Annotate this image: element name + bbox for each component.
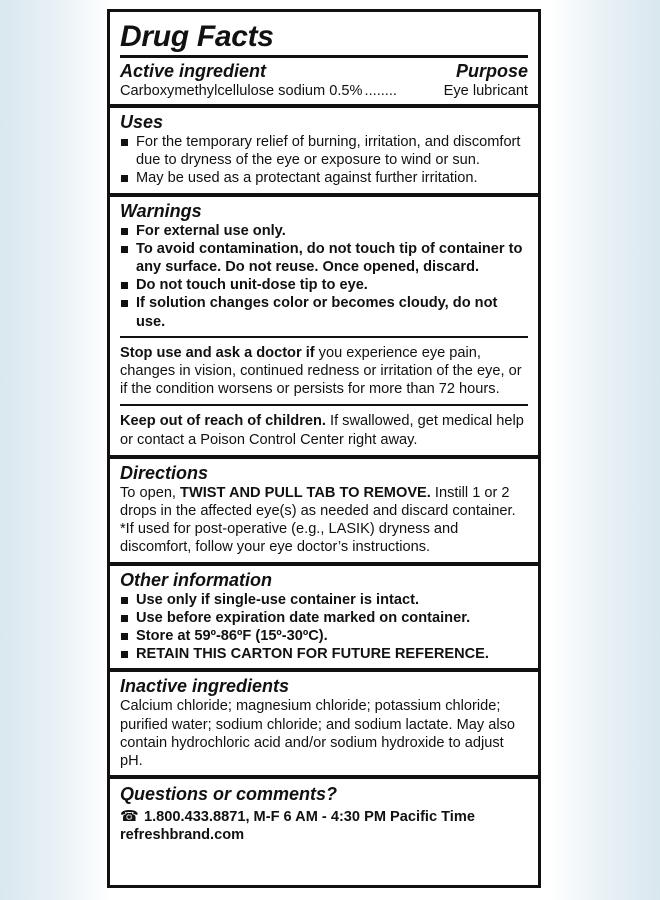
other-info-heading: Other information [120, 569, 272, 590]
directions-note: *If used for post-operative (e.g., LASIK) dryness and discomfort, follow your eye doctor’s instructions. [120, 521, 459, 556]
keep-out-section [110, 406, 538, 454]
keep-out-text [120, 412, 528, 448]
other-info-section [110, 566, 538, 669]
directions-heading: Directions [120, 462, 209, 483]
questions-section [110, 779, 538, 848]
active-ingredient-section [110, 58, 538, 104]
uses-section [110, 108, 538, 193]
warnings-section [110, 197, 538, 336]
other-info-item: Store at 59º-86ºF (15º-30ºC). [120, 627, 528, 645]
warnings-item: If solution changes color or becomes cloudy, do not use. [120, 294, 528, 330]
stop-use-body: you experience eye pain, changes in vision, continued redness or irritation of the eye, or if the condition worsens or persists for more than 72 hours. [120, 344, 522, 398]
title-section [110, 12, 538, 55]
active-ingredient-name: Carboxymethylcellulose sodium 0.5% [120, 83, 363, 99]
active-ingredient-heading: Active ingredient [120, 61, 267, 81]
warnings-item: For external use only. [120, 222, 528, 240]
drug-facts-panel [107, 9, 541, 888]
warnings-item: Do not touch unit-dose tip to eye. [120, 276, 528, 294]
other-info-item: Use only if single-use container is intact. [120, 591, 528, 609]
warnings-heading: Warnings [120, 200, 202, 221]
directions-post: Instill 1 or 2 drops in the affected eye(s) as needed and discard container. [120, 484, 516, 520]
inactive-ingredients-text: Calcium chloride; magnesium chloride; potassium chloride; purified water; sodium chloride; and sodium lactate. May also contain hydrochloric acid and/or sodium hydroxide to adjust pH. [120, 698, 516, 770]
stop-use-section [110, 338, 538, 405]
questions-heading: Questions or comments? [120, 784, 338, 805]
leader-dots: ........ [364, 83, 397, 99]
directions-bold: TWIST AND PULL TAB TO REMOVE. [180, 484, 431, 501]
phone-text: 1.800.433.8871, M-F 6 AM - 4:30 PM Pacific Time [144, 809, 475, 826]
stop-use-text [120, 344, 528, 399]
other-info-item: Use before expiration date marked on container. [120, 609, 528, 627]
directions-pre: To open, [120, 484, 181, 501]
warnings-item: To avoid contamination, do not touch tip of container to any surface. Do not reuse. Once opened, discard. [120, 240, 528, 276]
inactive-ingredients-heading: Inactive ingredients [120, 676, 290, 697]
purpose-heading: Purpose [455, 61, 528, 81]
drug-facts-title: Drug Facts [120, 20, 274, 53]
phone-icon: ☎ [120, 808, 139, 826]
inactive-ingredients-section [110, 672, 538, 775]
other-info-item: RETAIN THIS CARTON FOR FUTURE REFERENCE. [120, 645, 528, 663]
keep-out-bold: Keep out of reach of children. [120, 413, 326, 430]
directions-text [120, 484, 528, 520]
active-ingredient-purpose: Eye lubricant [443, 83, 528, 99]
keep-out-body: If swallowed, get medical help or contact a Poison Control Center right away. [120, 413, 524, 448]
website-text: refreshbrand.com [120, 827, 245, 844]
directions-section [110, 459, 538, 562]
uses-item: May be used as a protectant against further irritation. [120, 169, 528, 187]
stop-use-bold: Stop use and ask a doctor if [120, 344, 315, 361]
uses-heading: Uses [120, 112, 164, 132]
phone-line [120, 808, 528, 826]
uses-item: For the temporary relief of burning, irritation, and discomfort due to dryness of the eye or exposure to wind or sun. [120, 133, 528, 169]
